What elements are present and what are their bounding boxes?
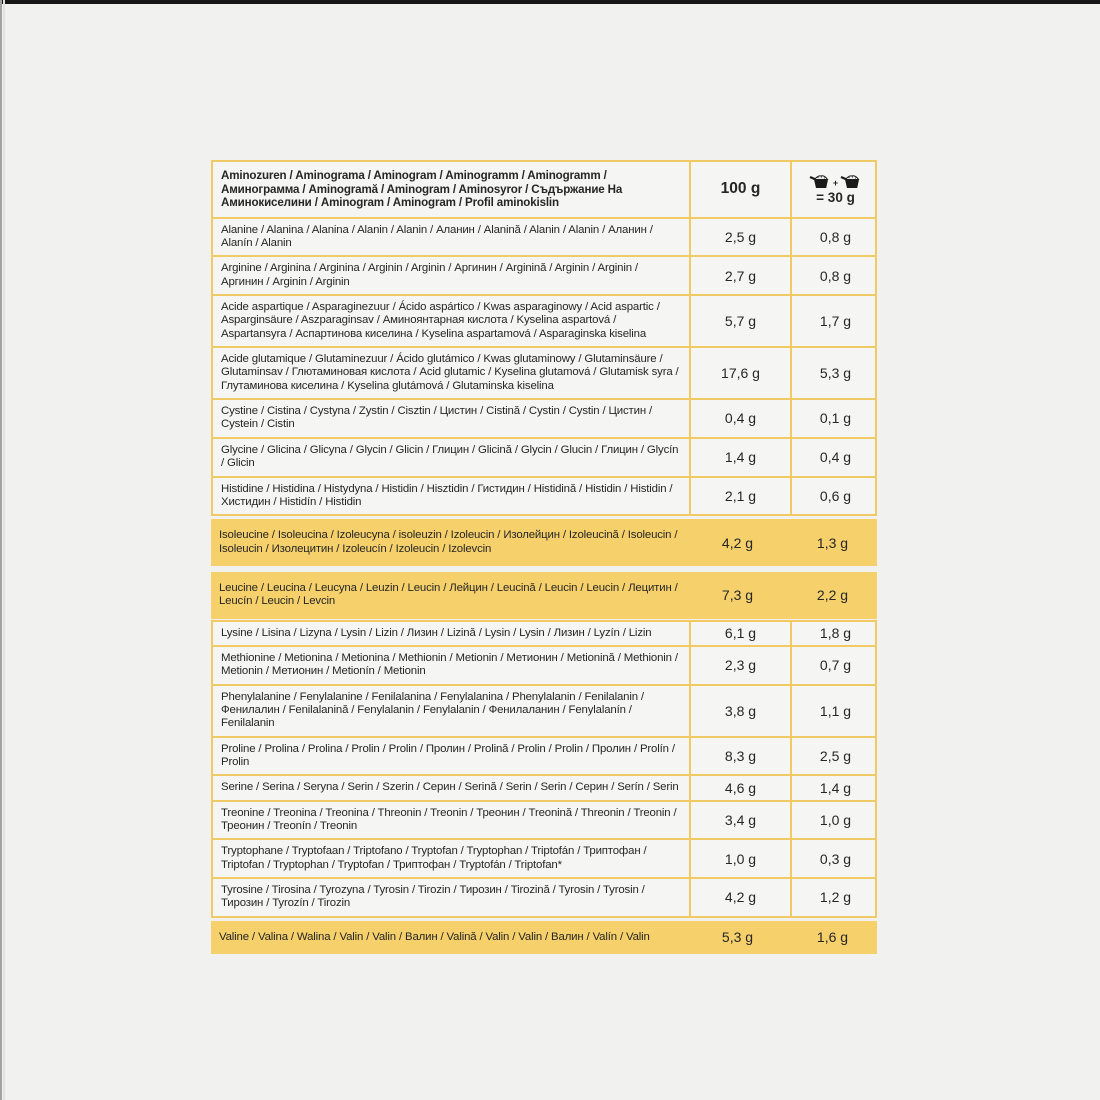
amino-acid-names: Tryptophane / Tryptofaan / Triptofano / Tryptofan / Tryptophan / Triptofán / Триптофан / Triptofan / Tryptophan / Tryptofan / Триптофан / Tryptofán / Triptofan* <box>221 845 647 871</box>
table-row <box>211 620 877 647</box>
table-row <box>211 437 877 478</box>
table-row <box>211 346 877 400</box>
amino-acid-names: Proline / Prolina / Prolina / Prolin / Prolin / Пролин / Prolină / Prolin / Prolin / Пролин / Prolín / Prolin <box>221 742 675 768</box>
value-per-100g: 8,3 g <box>689 738 790 775</box>
plus-icon: + <box>832 177 839 188</box>
value-per-100g: 7,3 g <box>721 587 754 604</box>
value-per-100g: 2,7 g <box>689 257 790 294</box>
amino-acid-names: Tyrosine / Tirosina / Tyrozyna / Tyrosin / Tirozin / Тирозин / Tirozină / Tyrosin / Tyrosin / Тирозин / Tyrozín / Tirozin <box>221 884 645 910</box>
value-per-30g: 0,1 g <box>790 400 879 437</box>
header-col-100g: 100 g <box>689 162 790 217</box>
value-per-30g: 5,3 g <box>790 348 879 398</box>
value-per-30g: 1,2 g <box>790 879 879 916</box>
amino-acid-names: Isoleucine / Isoleucina / Izoleucyna / isoleuzin / Izoleucin / Изолейцин / Izoleucină / Isoleucin / Isoleucin / Изолецитин / Izoleucín / Izoleucin / Izolevcin <box>219 529 678 555</box>
header-col-serving <box>790 162 879 217</box>
value-per-30g: 1,4 g <box>790 776 879 799</box>
table-header-row <box>211 160 877 219</box>
aminogram-table <box>211 160 877 957</box>
value-per-100g: 2,5 g <box>689 219 790 256</box>
table-row <box>211 519 877 566</box>
top-border-bar <box>0 0 1100 4</box>
value-per-100g: 3,8 g <box>689 686 790 736</box>
value-per-100g: 0,4 g <box>689 400 790 437</box>
left-edge-line-light <box>3 0 5 1100</box>
amino-acid-names: Cystine / Cistina / Cystyna / Zystin / Cisztin / Цистин / Cistină / Cystin / Cystin / Цистин / Cystein / Cistin <box>221 405 652 431</box>
table-row <box>211 294 877 348</box>
value-per-30g: 1,0 g <box>790 802 879 839</box>
value-per-100g: 4,2 g <box>721 534 754 551</box>
scoop-icon <box>840 174 862 189</box>
value-per-100g: 4,6 g <box>689 776 790 799</box>
value-per-30g: 1,3 g <box>816 534 849 551</box>
amino-acid-names: Lysine / Lisina / Lizyna / Lysin / Lizin / Лизин / Lizină / Lysin / Lysin / Лизин / Lyzín / Lizin <box>221 626 652 639</box>
value-per-30g: 1,1 g <box>790 686 879 736</box>
table-row <box>211 800 877 841</box>
table-row <box>211 877 877 918</box>
value-per-100g: 1,4 g <box>689 439 790 476</box>
amino-acid-names: Methionine / Metionina / Metionina / Methionin / Metionin / Метионин / Metionină / Methionin / Metionin / Метионин / Metionín / Metionin <box>221 651 678 678</box>
value-per-30g: 0,3 g <box>790 840 879 877</box>
table-row <box>211 921 877 954</box>
amino-acid-names: Acide aspartique / Asparaginezuur / Ácido aspártico / Kwas asparaginowy / Acid aspartic / Asparginsäure / Aszparaginsav / Аминоянтарная кислота / Kyselina aspartová / Aspartansyra / Аспартинова киселина / Kyselina aspartamová / Asparaginska kiselina <box>221 301 660 340</box>
value-per-100g: 5,7 g <box>689 296 790 346</box>
amino-acid-names: Phenylalanine / Fenylalanine / Fenilalanina / Fenylalanina / Phenylalanin / Fenilalanin / Фенилалин / Fenilalanină / Fenylalanin / Fenylalanin / Фенилаланин / Fenylalanín / Fenilalanin <box>221 690 644 730</box>
amino-acid-names: Leucine / Leucina / Leucyna / Leuzin / Leucin / Лейцин / Leucină / Leucin / Leucin / Лецитин / Leucín / Leucin / Levcin <box>219 581 678 608</box>
value-per-100g: 5,3 g <box>721 929 754 946</box>
value-per-100g: 2,3 g <box>689 647 790 684</box>
amino-acid-names: Histidine / Histidina / Histydyna / Histidin / Hisztidin / Гистидин / Histidină / Histidin / Histidin / Хистидин / Histidín / Histidin <box>221 482 673 508</box>
value-per-30g: 0,7 g <box>790 647 879 684</box>
value-per-30g: 0,8 g <box>790 219 879 256</box>
value-per-30g: 2,2 g <box>816 587 849 604</box>
value-per-100g: 4,2 g <box>689 879 790 916</box>
value-per-30g: 1,6 g <box>816 929 849 946</box>
scoops-row <box>809 174 862 189</box>
scoop-icon <box>809 174 831 189</box>
value-per-30g: 0,6 g <box>790 478 879 515</box>
left-edge-line <box>0 0 2 1100</box>
table-row <box>211 255 877 296</box>
table-row <box>211 838 877 879</box>
amino-acid-names: Treonine / Treonina / Treonina / Threonin / Treonin / Треонин / Treonină / Threonin / Treonin / Треонин / Treonín / Treonin <box>221 806 677 832</box>
value-per-30g: 0,4 g <box>790 439 879 476</box>
table-row <box>211 774 877 801</box>
table-row <box>211 476 877 517</box>
amino-acid-names: Acide glutamique / Glutaminezuur / Ácido glutámico / Kwas glutaminowy / Glutaminsäure / Glutaminsav / Глютаминовая кислота / Acid glutamic / Kyselina glutamová / Glutamisk syra / Глутаминова киселина / Kyselina glutámová / Glutaminska kiselina <box>221 353 679 392</box>
value-per-100g: 3,4 g <box>689 802 790 839</box>
table-row <box>211 736 877 777</box>
value-per-100g: 6,1 g <box>689 622 790 645</box>
amino-acid-names: Arginine / Arginina / Arginina / Arginin / Arginin / Аргинин / Arginină / Arginin / Arginin / Аргинин / Arginin / Arginin <box>221 262 638 288</box>
table-row <box>211 398 877 439</box>
amino-acid-names: Serine / Serina / Seryna / Serin / Szerin / Серин / Serină / Serin / Serin / Серин / Serín / Serin <box>221 781 679 794</box>
value-per-100g: 17,6 g <box>689 348 790 398</box>
value-per-100g: 2,1 g <box>689 478 790 515</box>
amino-acid-names: Alanine / Alanina / Alanina / Alanin / Alanin / Аланин / Alanină / Alanin / Alanin / Аланин / Alanín / Alanin <box>221 223 653 250</box>
table-row <box>211 217 877 258</box>
header-title: Aminozuren / Aminograma / Aminogram / Aminogramm / Aminogramm / Аминограмма / Aminogramă / Aminogram / Aminosyror / Съдържание На Аминокиселини / Aminogram / Aminogram / Profil aminokislin <box>221 169 623 210</box>
table-row <box>211 684 877 738</box>
value-per-30g: 2,5 g <box>790 738 879 775</box>
amino-acid-names: Glycine / Glicina / Glicyna / Glycin / Glicin / Глицин / Glicină / Glycin / Glucin / Глицин / Glycín / Glicin <box>221 443 679 470</box>
amino-acid-names: Valine / Valina / Walina / Valin / Valin / Валин / Valină / Valin / Valin / Валин / Valín / Valin <box>219 930 650 943</box>
table-row <box>211 572 877 619</box>
value-per-30g: 1,8 g <box>790 622 879 645</box>
value-per-30g: 0,8 g <box>790 257 879 294</box>
value-per-30g: 1,7 g <box>790 296 879 346</box>
value-per-100g: 1,0 g <box>689 840 790 877</box>
serving-amount-label: = 30 g <box>816 189 855 205</box>
table-row <box>211 645 877 686</box>
